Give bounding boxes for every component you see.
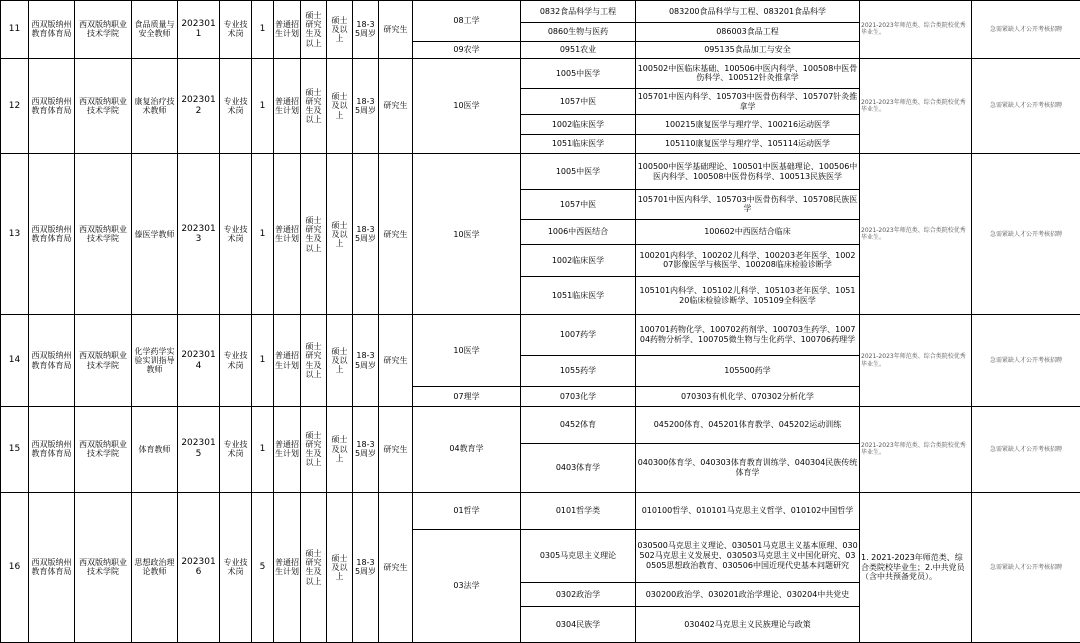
condition-cell: 2021-2023年师范类、综合类院校优秀毕业生。 xyxy=(860,58,972,154)
category-cell: 01哲学 xyxy=(413,492,521,529)
education-cell: 研究生 xyxy=(379,58,413,154)
post-type-cell: 专业技术岗 xyxy=(220,154,252,315)
second-level-major-cell: 040300体育学、040303体育教育训练学、040304民族传统体育学 xyxy=(636,443,860,492)
second-level-major-cell: 105701中医内科学、105703中医骨伤科学、105708民族医学 xyxy=(636,190,860,219)
category-cell: 10医学 xyxy=(413,315,521,387)
table-row xyxy=(1,1,1080,23)
count-cell: 1 xyxy=(252,58,274,154)
second-level-major-cell: 100201内科学、100202儿科学、100203老年医学、100207影像医学与核医学、100208临床检验诊断学 xyxy=(636,244,860,277)
post-type-cell: 专业技术岗 xyxy=(220,406,252,492)
second-level-major-cell: 070303有机化学、070302分析化学 xyxy=(636,387,860,407)
plan-cell: 普通招生计划 xyxy=(274,58,301,154)
degree2-cell: 硕士及以上 xyxy=(327,315,353,406)
code-cell: 2023012 xyxy=(178,58,220,154)
code-cell: 2023015 xyxy=(178,406,220,492)
second-level-major-cell: 045200体育、045201体育教学、045202运动训练 xyxy=(636,406,860,443)
category-cell: 09农学 xyxy=(413,42,521,58)
dept-cell: 西双版纳州教育体育局 xyxy=(29,154,75,315)
second-level-major-cell: 105701中医内科学、105703中医骨伤科学、105707针灸推拿学 xyxy=(636,89,860,115)
code-cell: 2023013 xyxy=(178,154,220,315)
second-level-major-cell: 100215康复医学与理疗学、100216运动医学 xyxy=(636,115,860,135)
education-cell: 研究生 xyxy=(379,406,413,492)
education-cell: 研究生 xyxy=(379,154,413,315)
first-level-major-cell: 0403体育学 xyxy=(521,443,636,492)
position-cell: 化学药学实验实训指导教师 xyxy=(132,315,178,406)
category-cell: 08工学 xyxy=(413,1,521,42)
condition-cell: 2021-2023年师范类、综合类院校优秀毕业生。 xyxy=(860,1,972,59)
second-level-major-cell: 095135食品加工与安全 xyxy=(636,42,860,58)
condition-cell: 2021-2023年师范类、综合类院校优秀毕业生。 xyxy=(860,406,972,492)
remark-cell: 急需紧缺人才公开考核招聘 xyxy=(972,492,1080,642)
education-cell: 研究生 xyxy=(379,1,413,59)
position-cell: 傣医学教师 xyxy=(132,154,178,315)
age-cell: 18-35周岁 xyxy=(353,1,379,59)
condition-cell: 1. 2021-2023年师范类、综合类院校毕业生；2.中共党员（含中共预备党员）。 xyxy=(860,492,972,642)
unit-cell: 西双版纳职业技术学院 xyxy=(75,315,132,406)
dept-cell: 西双版纳州教育体育局 xyxy=(29,492,75,642)
first-level-major-cell: 1002临床医学 xyxy=(521,244,636,277)
code-cell: 2023016 xyxy=(178,492,220,642)
second-level-major-cell: 083200食品科学与工程、083201食品科学 xyxy=(636,1,860,23)
category-cell: 03法学 xyxy=(413,529,521,642)
first-level-major-cell: 1005中医学 xyxy=(521,58,636,88)
table-body xyxy=(1,1,1080,643)
second-level-major-cell: 105500药学 xyxy=(636,355,860,387)
age-cell: 18-35周岁 xyxy=(353,315,379,406)
post-type-cell: 专业技术岗 xyxy=(220,315,252,406)
age-cell: 18-35周岁 xyxy=(353,154,379,315)
age-cell: 18-35周岁 xyxy=(353,58,379,154)
first-level-major-cell: 0304民族学 xyxy=(521,606,636,642)
count-cell: 1 xyxy=(252,315,274,406)
seq-cell: 13 xyxy=(1,154,29,315)
degree2-cell: 硕士及以上 xyxy=(327,406,353,492)
first-level-major-cell: 1006中西医结合 xyxy=(521,219,636,244)
post-type-cell: 专业技术岗 xyxy=(220,58,252,154)
position-cell: 体育教师 xyxy=(132,406,178,492)
first-level-major-cell: 0452体育 xyxy=(521,406,636,443)
second-level-major-cell: 030500马克思主义理论、030501马克思主义基本原理、030502马克思主义发展史、030503马克思主义中国化研究、030505思想政治教育、030506中国近现代史基本问题研究 xyxy=(636,529,860,582)
remark-cell: 急需紧缺人才公开考核招聘 xyxy=(972,406,1080,492)
seq-cell: 16 xyxy=(1,492,29,642)
first-level-major-cell: 0703化学 xyxy=(521,387,636,407)
plan-cell: 普通招生计划 xyxy=(274,406,301,492)
first-level-major-cell: 0305马克思主义理论 xyxy=(521,529,636,582)
category-cell: 07理学 xyxy=(413,387,521,407)
unit-cell: 西双版纳职业技术学院 xyxy=(75,1,132,59)
position-cell: 康复治疗技术教师 xyxy=(132,58,178,154)
second-level-major-cell: 030200政治学、030201政治学理论、030204中共党史 xyxy=(636,582,860,606)
degree2-cell: 硕士及以上 xyxy=(327,154,353,315)
first-level-major-cell: 1055药学 xyxy=(521,355,636,387)
count-cell: 5 xyxy=(252,492,274,642)
age-cell: 18-35周岁 xyxy=(353,406,379,492)
table-row xyxy=(1,406,1080,443)
position-cell: 食品质量与安全教师 xyxy=(132,1,178,59)
category-cell: 10医学 xyxy=(413,58,521,154)
first-level-major-cell: 1051临床医学 xyxy=(521,277,636,315)
degree-cell: 硕士研究生及以上 xyxy=(301,58,327,154)
degree2-cell: 硕士及以上 xyxy=(327,492,353,642)
post-type-cell: 专业技术岗 xyxy=(220,492,252,642)
position-cell: 思想政治理论教师 xyxy=(132,492,178,642)
degree2-cell: 硕士及以上 xyxy=(327,58,353,154)
second-level-major-cell: 100602中西医结合临床 xyxy=(636,219,860,244)
remark-cell: 急需紧缺人才公开考核招聘 xyxy=(972,315,1080,406)
category-cell: 10医学 xyxy=(413,154,521,315)
count-cell: 1 xyxy=(252,1,274,59)
remark-cell: 急需紧缺人才公开考核招聘 xyxy=(972,1,1080,59)
table-row xyxy=(1,315,1080,355)
second-level-major-cell: 105101内科学、105102儿科学、105103老年医学、105120临床检验诊断学、105109全科医学 xyxy=(636,277,860,315)
degree-cell: 硕士研究生及以上 xyxy=(301,154,327,315)
unit-cell: 西双版纳职业技术学院 xyxy=(75,492,132,642)
second-level-major-cell: 100701药物化学、100702药剂学、100703生药学、100704药物分析学、100705微生物与生化药学、100706药理学 xyxy=(636,315,860,355)
plan-cell: 普通招生计划 xyxy=(274,1,301,59)
post-type-cell: 专业技术岗 xyxy=(220,1,252,59)
degree-cell: 硕士研究生及以上 xyxy=(301,1,327,59)
count-cell: 1 xyxy=(252,406,274,492)
code-cell: 2023014 xyxy=(178,315,220,406)
dept-cell: 西双版纳州教育体育局 xyxy=(29,1,75,59)
dept-cell: 西双版纳州教育体育局 xyxy=(29,406,75,492)
first-level-major-cell: 1007药学 xyxy=(521,315,636,355)
table-row xyxy=(1,58,1080,88)
dept-cell: 西双版纳州教育体育局 xyxy=(29,315,75,406)
table-row xyxy=(1,154,1080,190)
remark-cell: 急需紧缺人才公开考核招聘 xyxy=(972,154,1080,315)
degree-cell: 硕士研究生及以上 xyxy=(301,315,327,406)
degree-cell: 硕士研究生及以上 xyxy=(301,406,327,492)
seq-cell: 12 xyxy=(1,58,29,154)
first-level-major-cell: 0101哲学类 xyxy=(521,492,636,529)
second-level-major-cell: 030402马克思主义民族理论与政策 xyxy=(636,606,860,642)
code-cell: 2023011 xyxy=(178,1,220,59)
degree-cell: 硕士研究生及以上 xyxy=(301,492,327,642)
seq-cell: 11 xyxy=(1,1,29,59)
first-level-major-cell: 1005中医学 xyxy=(521,154,636,190)
remark-cell: 急需紧缺人才公开考核招聘 xyxy=(972,58,1080,154)
first-level-major-cell: 0951农业 xyxy=(521,42,636,58)
second-level-major-cell: 100502中医临床基础、100506中医内科学、100508中医骨伤科学、100512针灸推拿学 xyxy=(636,58,860,88)
plan-cell: 普通招生计划 xyxy=(274,315,301,406)
education-cell: 研究生 xyxy=(379,492,413,642)
seq-cell: 15 xyxy=(1,406,29,492)
table-row xyxy=(1,492,1080,529)
first-level-major-cell: 0832食品科学与工程 xyxy=(521,1,636,23)
condition-cell: 2021-2023年师范类、综合类院校优秀毕业生。 xyxy=(860,315,972,406)
category-cell: 04教育学 xyxy=(413,406,521,492)
seq-cell: 14 xyxy=(1,315,29,406)
first-level-major-cell: 1057中医 xyxy=(521,190,636,219)
first-level-major-cell: 0302政治学 xyxy=(521,582,636,606)
second-level-major-cell: 100500中医学基础理论、100501中医基础理论、100506中医内科学、100508中医骨伤科学、100513民族医学 xyxy=(636,154,860,190)
condition-cell: 2021-2023年师范类、综合类院校优秀毕业生。 xyxy=(860,154,972,315)
degree2-cell: 硕士及以上 xyxy=(327,1,353,59)
plan-cell: 普通招生计划 xyxy=(274,154,301,315)
education-cell: 研究生 xyxy=(379,315,413,406)
plan-cell: 普通招生计划 xyxy=(274,492,301,642)
age-cell: 18-35周岁 xyxy=(353,492,379,642)
second-level-major-cell: 010100哲学、010101马克思主义哲学、010102中国哲学 xyxy=(636,492,860,529)
first-level-major-cell: 1002临床医学 xyxy=(521,115,636,135)
first-level-major-cell: 0860生物与医药 xyxy=(521,22,636,42)
first-level-major-cell: 1051临床医学 xyxy=(521,134,636,154)
dept-cell: 西双版纳州教育体育局 xyxy=(29,58,75,154)
count-cell: 1 xyxy=(252,154,274,315)
first-level-major-cell: 1057中医 xyxy=(521,89,636,115)
unit-cell: 西双版纳职业技术学院 xyxy=(75,58,132,154)
second-level-major-cell: 105110康复医学与理疗学、105114运动医学 xyxy=(636,134,860,154)
unit-cell: 西双版纳职业技术学院 xyxy=(75,154,132,315)
second-level-major-cell: 086003食品工程 xyxy=(636,22,860,42)
unit-cell: 西双版纳职业技术学院 xyxy=(75,406,132,492)
